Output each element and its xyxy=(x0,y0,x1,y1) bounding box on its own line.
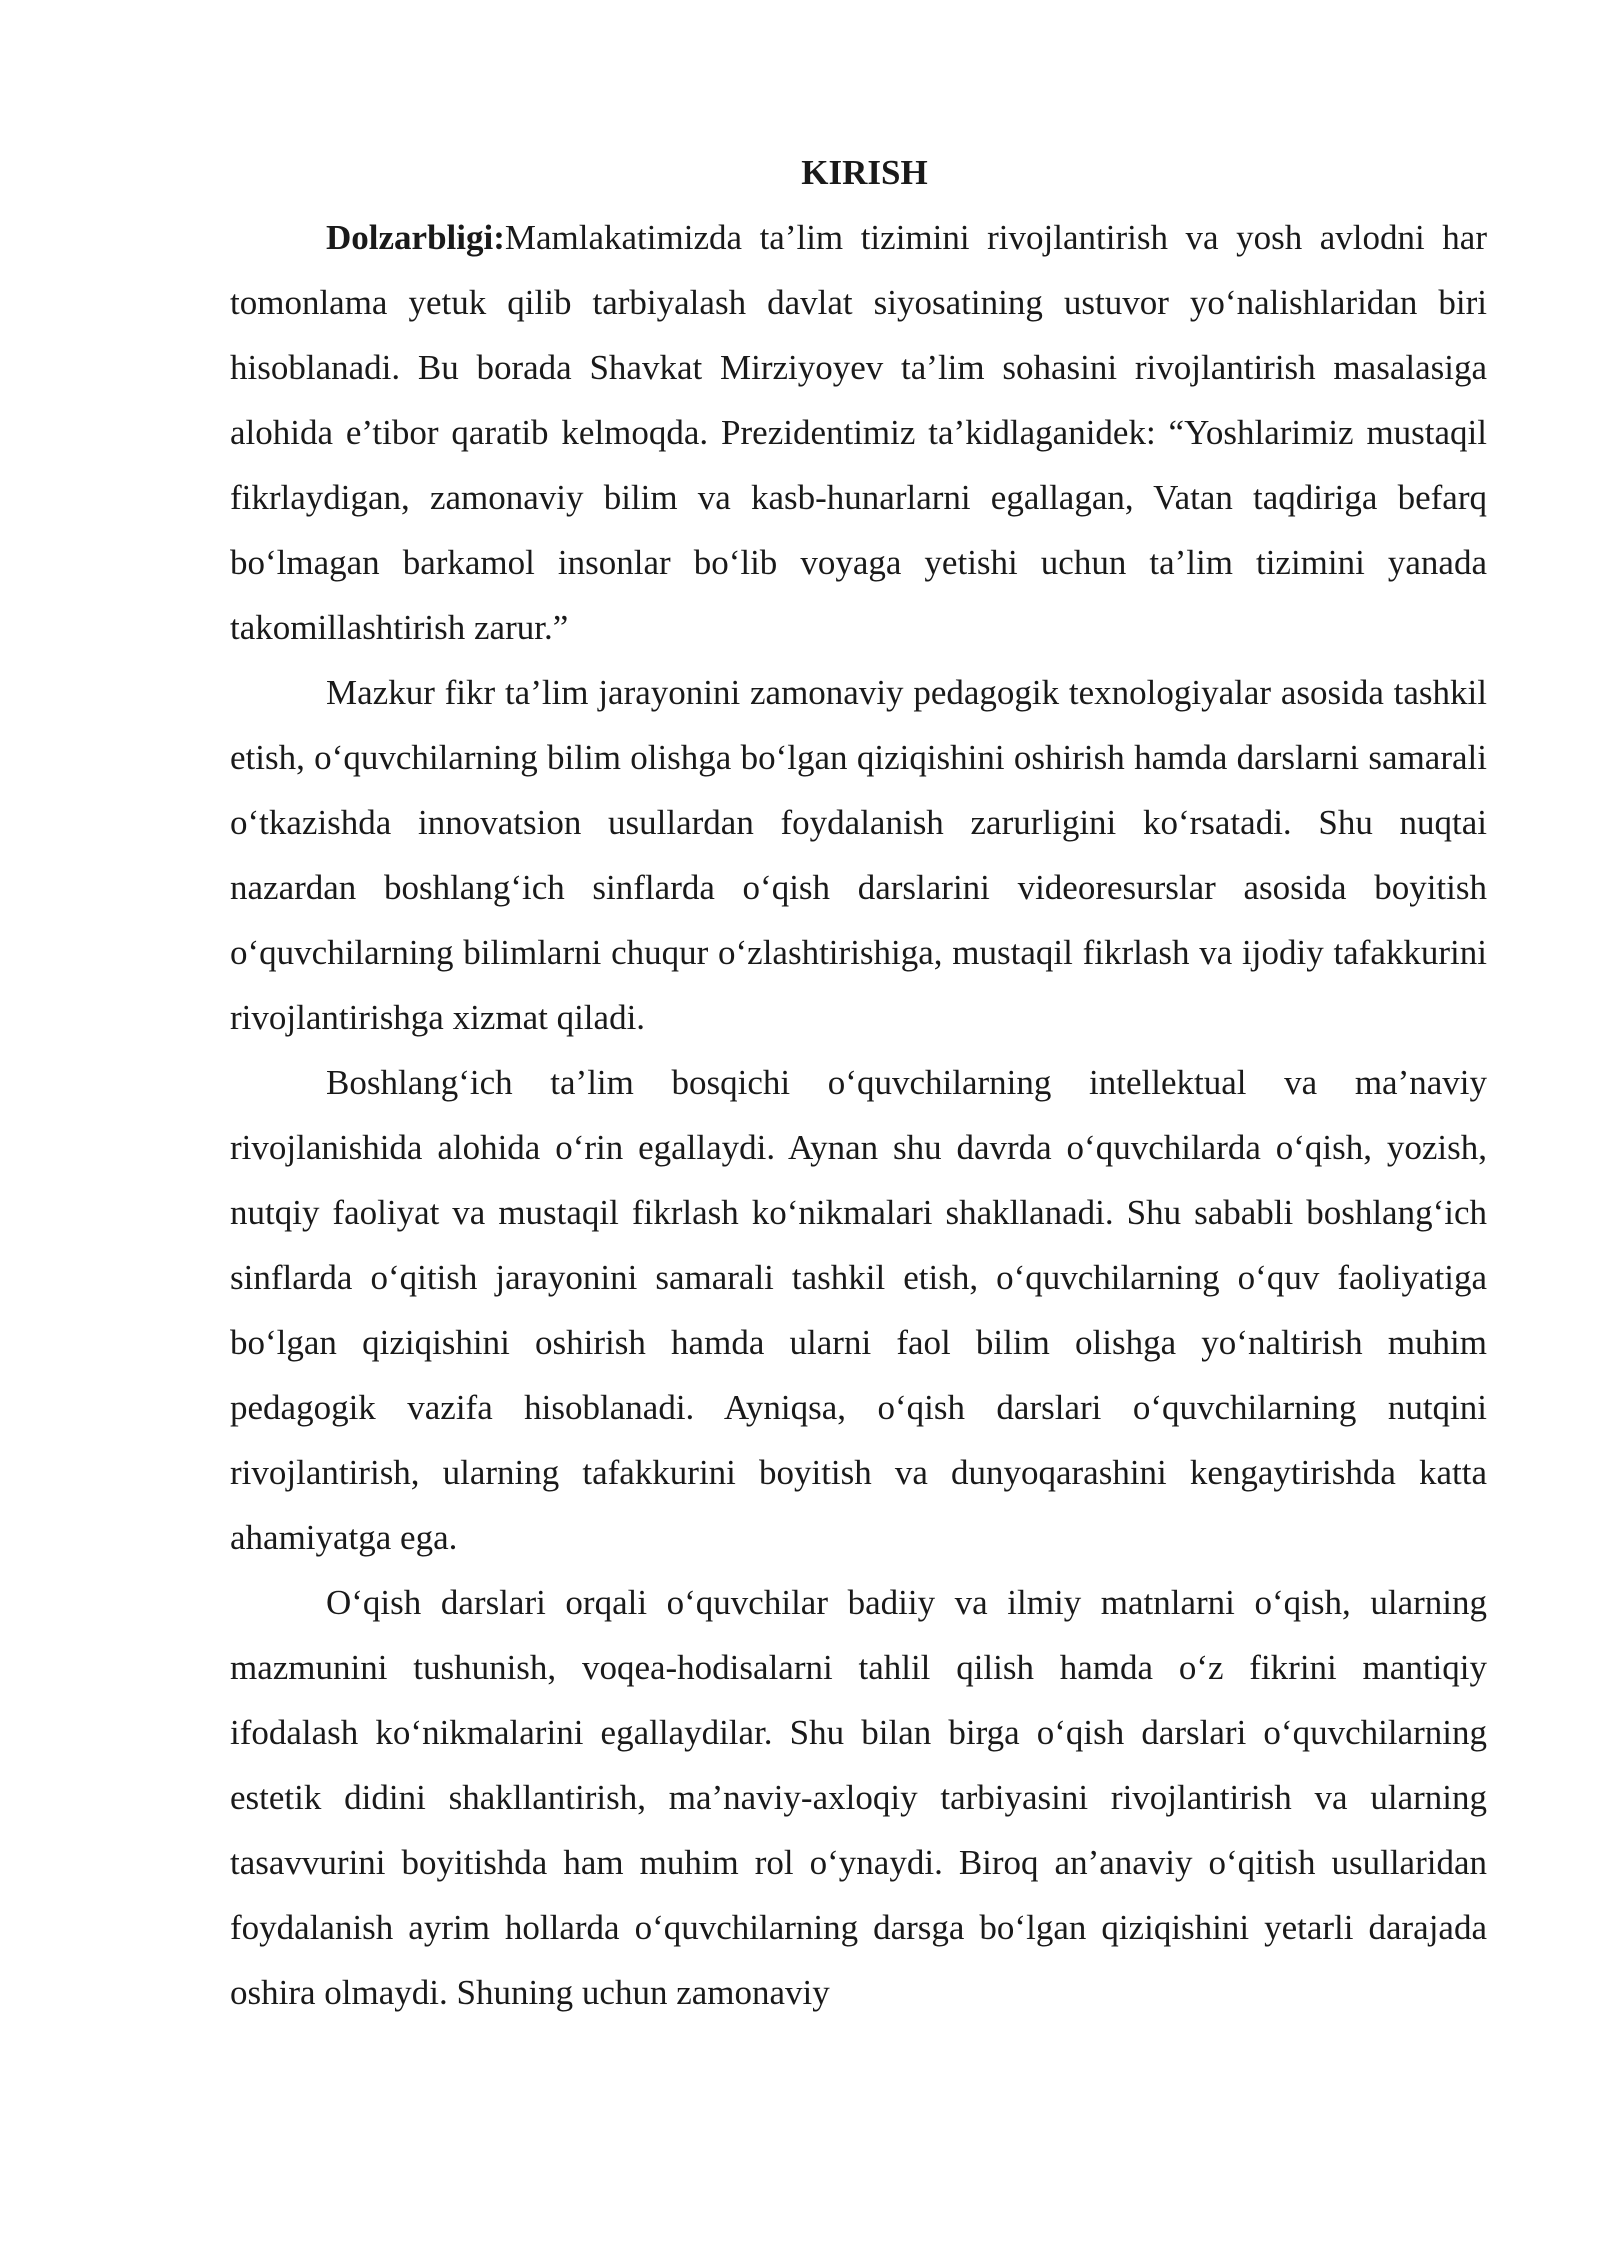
document-body xyxy=(230,140,1487,2025)
paragraph-text: Mamlakatimizda ta’lim tizimini rivojlantirish va yosh avlodni har tomonlama yetuk qilib tarbiyalash davlat siyosatining ustuvor yo‘nalishlaridan biri hisoblanadi. Bu borada Shavkat Mirziyoyev ta’lim sohasini rivojlantirish masalasiga alohida e’tibor qaratib kelmoqda. Prezidentimiz ta’kidlaganidek: “Yoshlarimiz mustaqil fikrlaydigan, zamonaviy bilim va kasb-hunarlarni egallagan, Vatan taqdiriga befarq bo‘lmagan barkamol insonlar bo‘lib voyaga yetishi uchun ta’lim tizimini yanada takomillashtirish zarur.” xyxy=(230,218,1487,647)
paragraph-relevance xyxy=(230,205,1487,660)
relevance-label: Dolzarbligi: xyxy=(326,218,505,257)
paragraph: Mazkur fikr ta’lim jarayonini zamonaviy pedagogik texnologiyalar asosida tashkil etish, o‘quvchilarning bilim olishga bo‘lgan qiziqishini oshirish hamda darslarni samarali o‘tkazishda innovatsion usullardan foydalanish zarurligini ko‘rsatadi. Shu nuqtai nazardan boshlang‘ich sinflarda o‘qish darslarini videoresurslar asosida boyitish o‘quvchilarning bilimlarni chuqur o‘zlashtirishiga, mustaqil fikrlash va ijodiy tafakkurini rivojlantirishga xizmat qiladi. xyxy=(230,673,1487,1037)
page-title: KIRISH xyxy=(801,153,928,192)
paragraph: O‘qish darslari orqali o‘quvchilar badiiy va ilmiy matnlarni o‘qish, ularning mazmunini tushunish, voqea-hodisalarni tahlil qilish hamda o‘z fikrini mantiqiy ifodalash ko‘nikmalarini egallaydilar. Shu bilan birga o‘qish darslari o‘quvchilarning estetik didini shakllantirish, ma’naviy-axloqiy tarbiyasini rivojlantirish va ularning tasavvurini boyitishda ham muhim rol o‘ynaydi. Biroq an’anaviy o‘qitish usullaridan foydalanish ayrim hollarda o‘quvchilarning darsga bo‘lgan qiziqishini yetarli darajada oshira olmaydi. Shuning uchun zamonaviy xyxy=(230,1583,1487,2012)
paragraph: Boshlang‘ich ta’lim bosqichi o‘quvchilarning intellektual va ma’naviy rivojlanishida alohida o‘rin egallaydi. Aynan shu davrda o‘quvchilarda o‘qish, yozish, nutqiy faoliyat va mustaqil fikrlash ko‘nikmalari shakllanadi. Shu sababli boshlang‘ich sinflarda o‘qitish jarayonini samarali tashkil etish, o‘quvchilarning o‘quv faoliyatiga bo‘lgan qiziqishini oshirish hamda ularni faol bilim olishga yo‘naltirish muhim pedagogik vazifa hisoblanadi. Ayniqsa, o‘qish darslari o‘quvchilarning nutqini rivojlantirish, ularning tafakkurini boyitish va dunyoqarashini kengaytirishda katta ahamiyatga ega. xyxy=(230,1063,1487,1557)
